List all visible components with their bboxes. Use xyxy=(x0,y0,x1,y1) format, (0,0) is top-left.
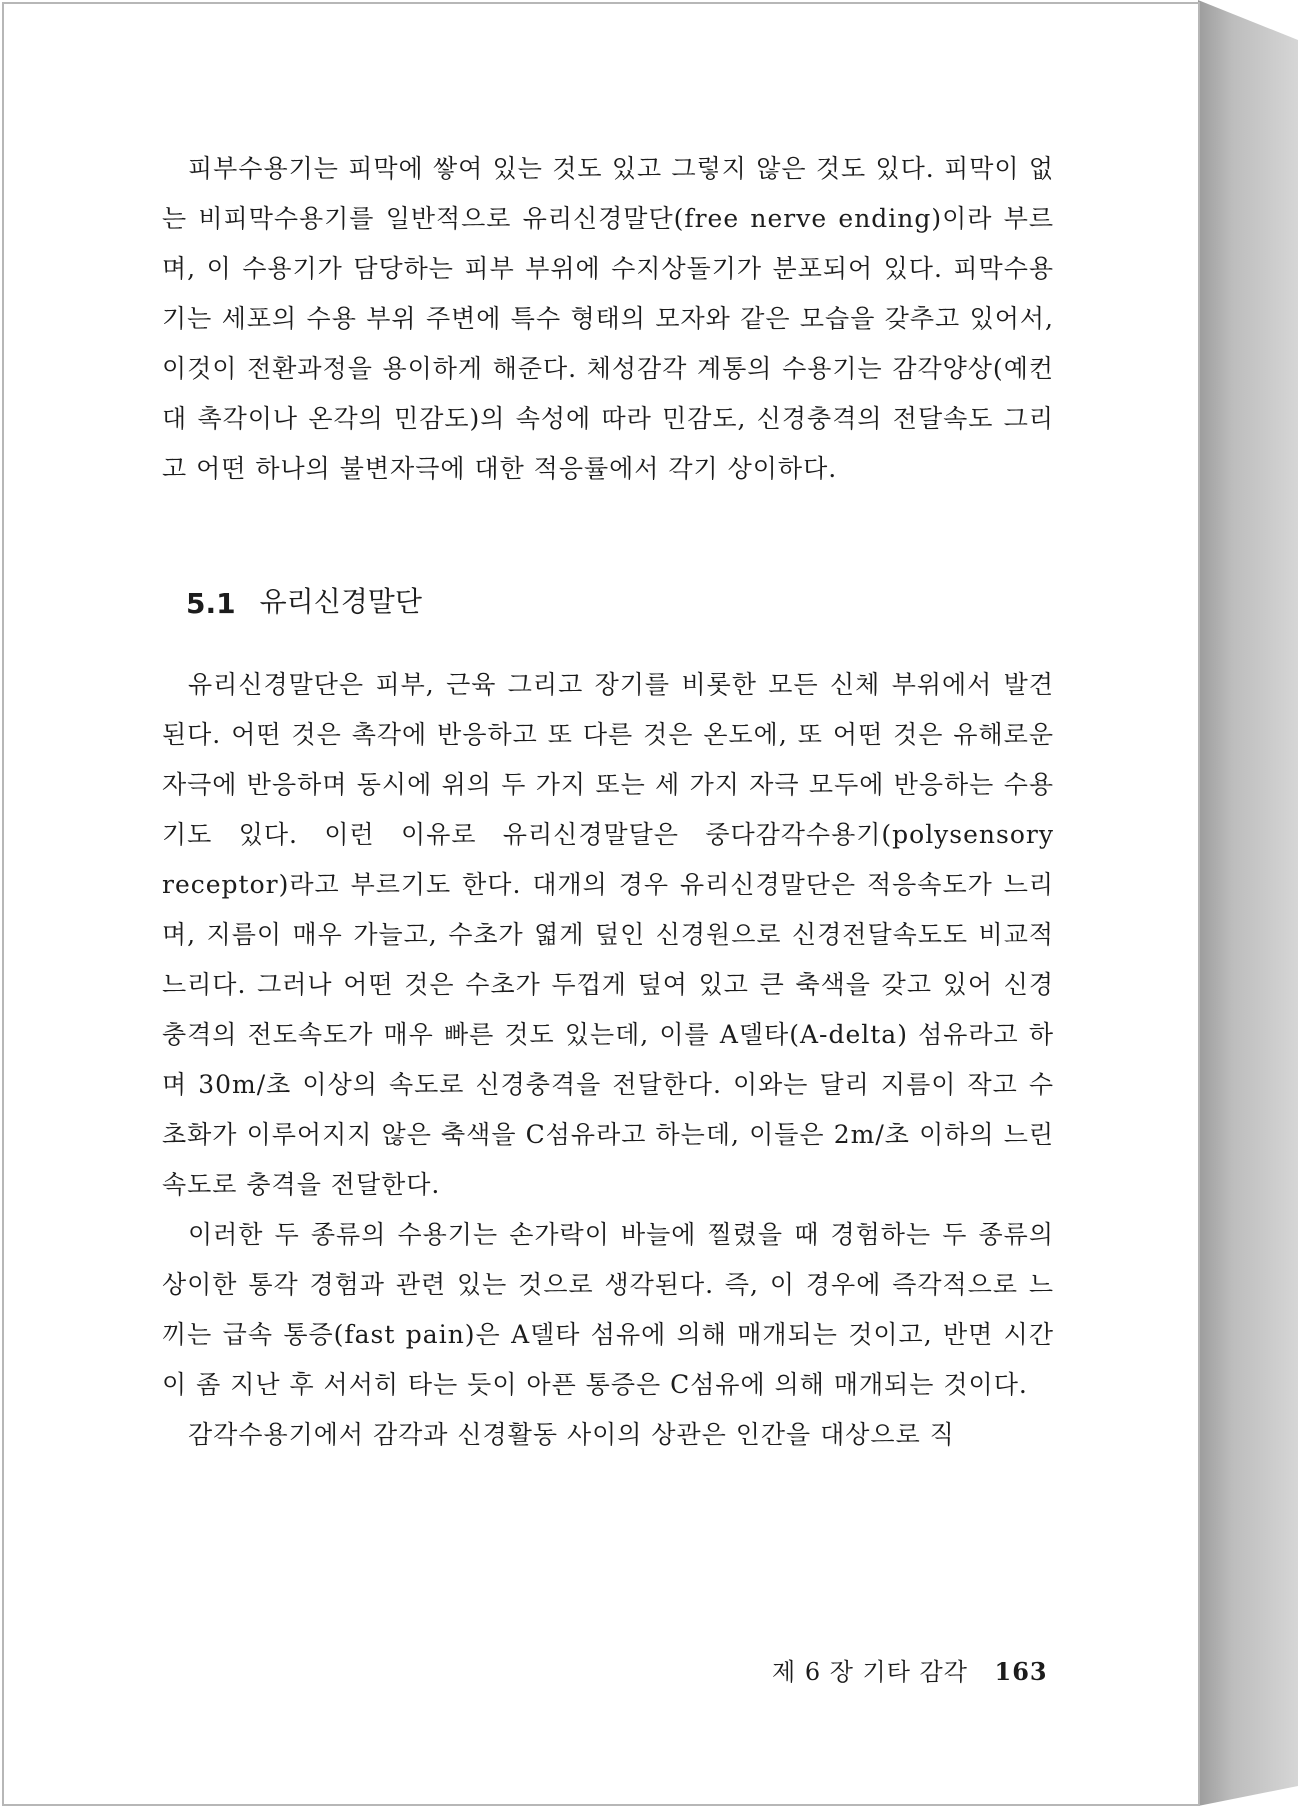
footer-chapter: 제 6 장 기타 감각 xyxy=(772,1658,968,1686)
section-title: 유리신경말단 xyxy=(259,585,422,618)
book-page xyxy=(2,2,1200,1806)
paragraph-intro: 피부수용기는 피막에 쌓여 있는 것도 있고 그렇지 않은 것도 있다. 피막이 없는 비피막수용기를 일반적으로 유리신경말단(free nerve ending)이라 부르며, 이 수용기가 담당하는 피부 부위에 수지상돌기가 분포되어 있다. 피막수용기는 세포의 수용 부위 주변에 특수 형태의 모자와 같은 모습을 갖추고 있어서, 이것이 전환과정을 용이하게 해준다. 체성감각 계통의 수용기는 감각양상(예컨대 촉각이나 온각의 민감도)의 속성에 따라 민감도, 신경충격의 전달속도 그리고 어떤 하나의 불변자극에 대한 적응률에서 각기 상이하다. xyxy=(162,154,1054,483)
paragraph-pain-types: 이러한 두 종류의 수용기는 손가락이 바늘에 찔렸을 때 경험하는 두 종류의 상이한 통각 경험과 관련 있는 것으로 생각된다. 즉, 이 경우에 즉각적으로 느끼는 급속 통증(fast pain)은 A델타 섬유에 의해 매개되는 것이고, 반면 시간이 좀 지난 후 서서히 타는 듯이 아픈 통증은 C섬유에 의해 매개되는 것이다. xyxy=(162,1220,1054,1399)
section-number: 5.1 xyxy=(186,587,236,620)
page-footer xyxy=(772,1652,1048,1687)
section-heading xyxy=(162,520,1054,620)
page-stack-edge xyxy=(1198,0,1298,1806)
paragraph-receptor-correlation: 감각수용기에서 감각과 신경활동 사이의 상관은 인간을 대상으로 직 xyxy=(188,1420,955,1449)
page-content xyxy=(162,144,1054,1460)
paragraph-free-nerve-endings: 유리신경말단은 피부, 근육 그리고 장기를 비롯한 모든 신체 부위에서 발견된다. 어떤 것은 촉각에 반응하고 또 다른 것은 온도에, 또 어떤 것은 유해로운 자극에 반응하며 동시에 위의 두 가지 또는 세 가지 자극 모두에 반응하는 수용기도 있다. 이런 이유로 유리신경말달은 중다감각수용기(polysensory receptor)라고 부르기도 한다. 대개의 경우 유리신경말단은 적응속도가 느리며, 지름이 매우 가늘고, 수초가 엷게 덮인 신경원으로 신경전달속도도 비교적 느리다. 그러나 어떤 것은 수초가 두껍게 덮여 있고 큰 축색을 갖고 있어 신경충격의 전도속도가 매우 빠른 것도 있는데, 이를 A델타(A-delta) 섬유라고 하며 30m/초 이상의 속도로 신경충격을 전달한다. 이와는 달리 지름이 작고 수초화가 이루어지지 않은 축색을 C섬유라고 하는데, 이들은 2m/초 이하의 느린 속도로 충격을 전달한다. xyxy=(162,670,1054,1199)
page-number: 163 xyxy=(994,1657,1048,1686)
